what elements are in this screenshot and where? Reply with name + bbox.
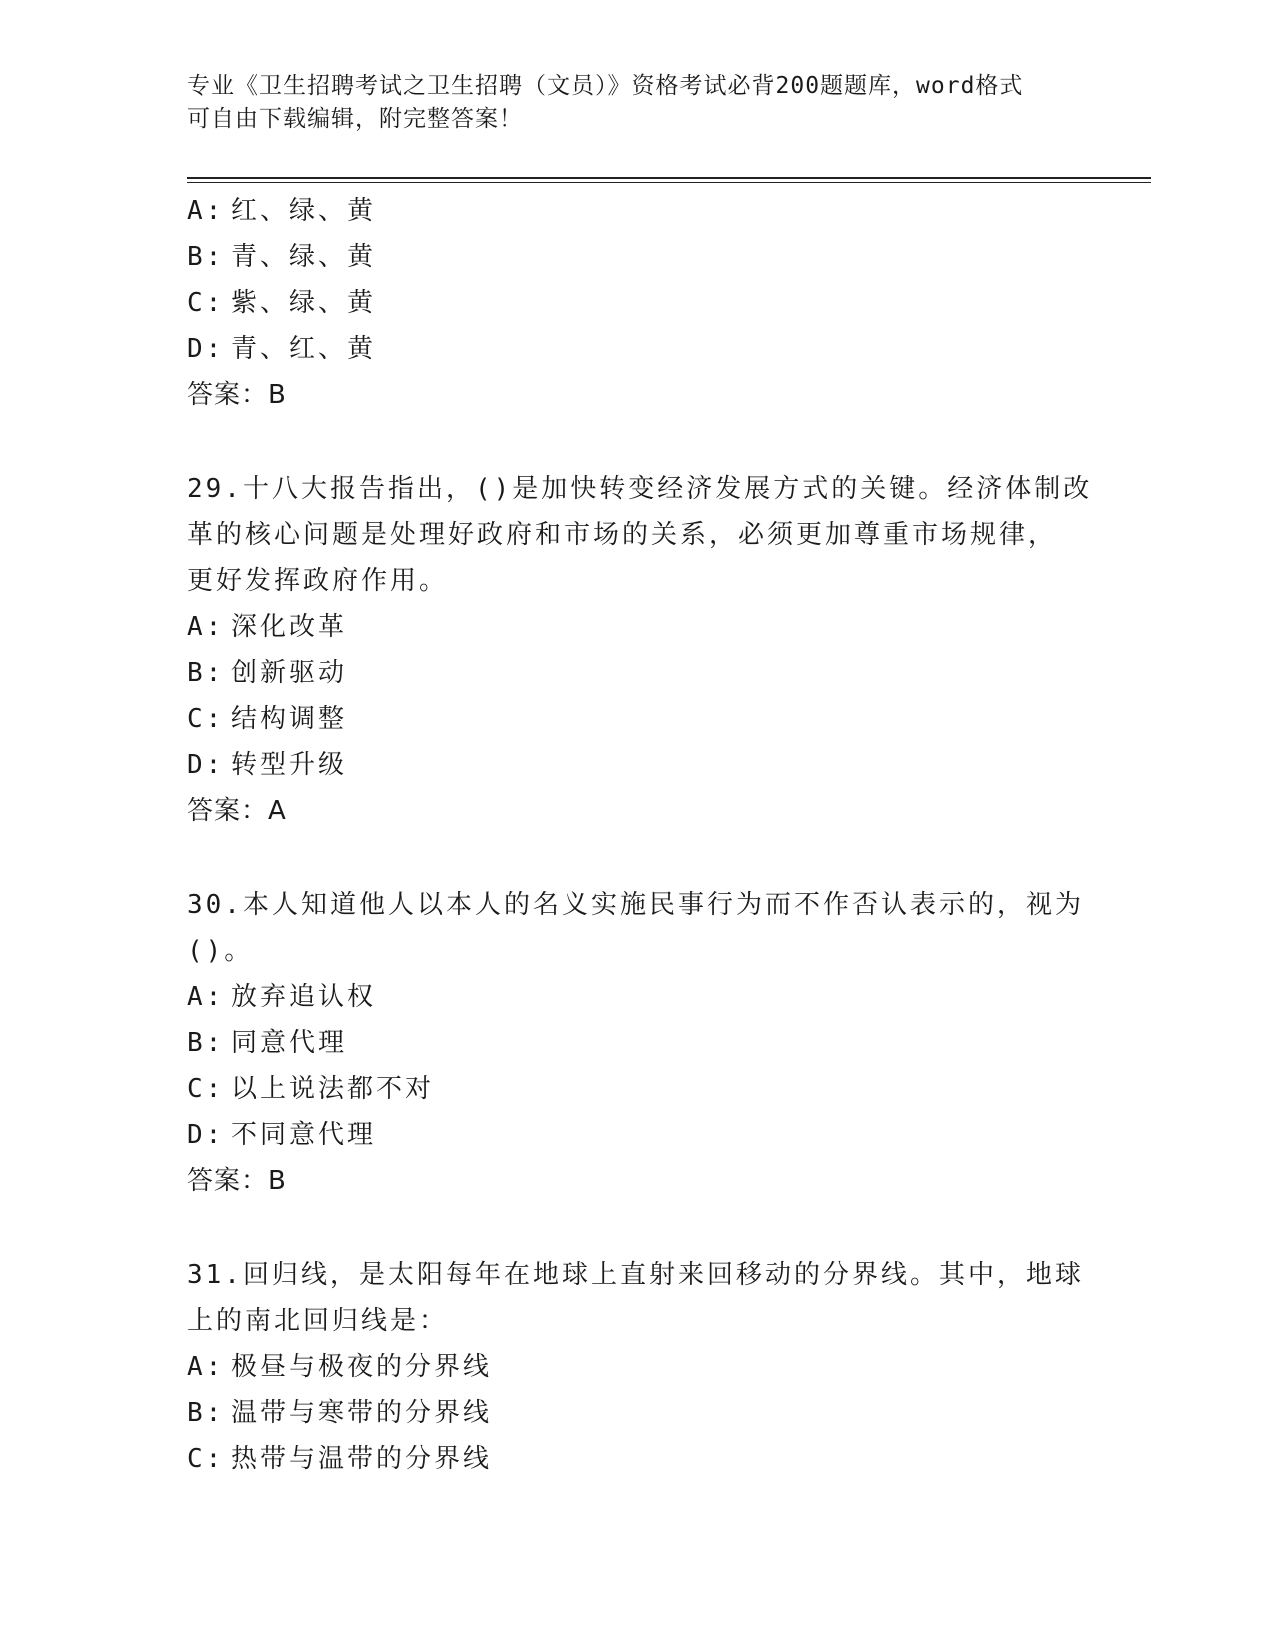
option-key: B: — [187, 1028, 225, 1058]
option-text: 结构调整 — [231, 704, 348, 734]
option-text: 不同意代理 — [231, 1120, 377, 1150]
option-key: D: — [187, 334, 225, 364]
option-text: 温带与寒带的分界线 — [231, 1398, 493, 1428]
option-key: D: — [187, 750, 225, 780]
header-line-2: 可自由下载编辑，附完整答案！ — [187, 106, 523, 132]
header-divider — [187, 177, 1151, 179]
option-c — [187, 696, 1087, 742]
option-a — [187, 1344, 1087, 1390]
question-text-line: 31.回归线，是太阳每年在地球上直射来回移动的分界线。其中，地球 — [187, 1260, 1084, 1290]
question-text-line: 29.十八大报告指出，()是加快转变经济发展方式的关键。经济体制改 — [187, 474, 1093, 504]
header-line-1: 专业《卫生招聘考试之卫生招聘（文员）》资格考试必背200题题库，word格式 — [187, 73, 1024, 99]
answer: 答案：B — [187, 380, 287, 410]
option-text: 转型升级 — [231, 750, 348, 780]
option-d — [187, 742, 1087, 788]
option-c — [187, 1436, 1087, 1482]
option-key: A: — [187, 982, 225, 1012]
question-text-line: 更好发挥政府作用。 — [187, 566, 449, 596]
answer: 答案：A — [187, 796, 287, 826]
option-key: B: — [187, 242, 225, 272]
option-key: A: — [187, 612, 225, 642]
option-d — [187, 326, 1087, 372]
question-29 — [187, 466, 1093, 834]
question-list — [187, 188, 1093, 1482]
question-31 — [187, 1252, 1087, 1482]
option-c — [187, 280, 1087, 326]
question-text-line: 上的南北回归线是： — [187, 1306, 449, 1336]
question-text-line: 30.本人知道他人以本人的名义实施民事行为而不作否认表示的，视为 — [187, 890, 1084, 920]
option-text: 极昼与极夜的分界线 — [231, 1352, 493, 1382]
option-b — [187, 234, 1087, 280]
option-c — [187, 1066, 1087, 1112]
option-text: 紫、绿、黄 — [231, 288, 377, 318]
option-key: B: — [187, 1398, 225, 1428]
option-d — [187, 1112, 1087, 1158]
option-text: 创新驱动 — [231, 658, 348, 688]
option-key: C: — [187, 1444, 225, 1474]
option-key: C: — [187, 1074, 225, 1104]
option-text: 同意代理 — [231, 1028, 348, 1058]
question-30 — [187, 882, 1087, 1204]
option-key: A: — [187, 1352, 225, 1382]
option-text: 青、绿、黄 — [231, 242, 377, 272]
page-header — [187, 70, 1067, 136]
option-key: C: — [187, 288, 225, 318]
option-b — [187, 650, 1087, 696]
option-a — [187, 604, 1087, 650]
question-text-line: 革的核心问题是处理好政府和市场的关系，必须更加尊重市场规律， — [187, 520, 1058, 550]
option-key: A: — [187, 196, 225, 226]
option-text: 青、红、黄 — [231, 334, 377, 364]
option-b — [187, 1020, 1087, 1066]
answer: 答案：B — [187, 1166, 287, 1196]
option-text: 以上说法都不对 — [231, 1074, 435, 1104]
option-text: 放弃追认权 — [231, 982, 377, 1012]
option-b — [187, 1390, 1087, 1436]
option-key: D: — [187, 1120, 225, 1150]
option-key: C: — [187, 704, 225, 734]
question-28 — [187, 188, 1087, 418]
option-text: 热带与温带的分界线 — [231, 1444, 493, 1474]
header-divider-thin — [187, 182, 1151, 183]
option-a — [187, 188, 1087, 234]
option-text: 深化改革 — [231, 612, 348, 642]
question-text-line: ()。 — [187, 936, 254, 966]
option-a — [187, 974, 1087, 1020]
option-key: B: — [187, 658, 225, 688]
option-text: 红、绿、黄 — [231, 196, 377, 226]
